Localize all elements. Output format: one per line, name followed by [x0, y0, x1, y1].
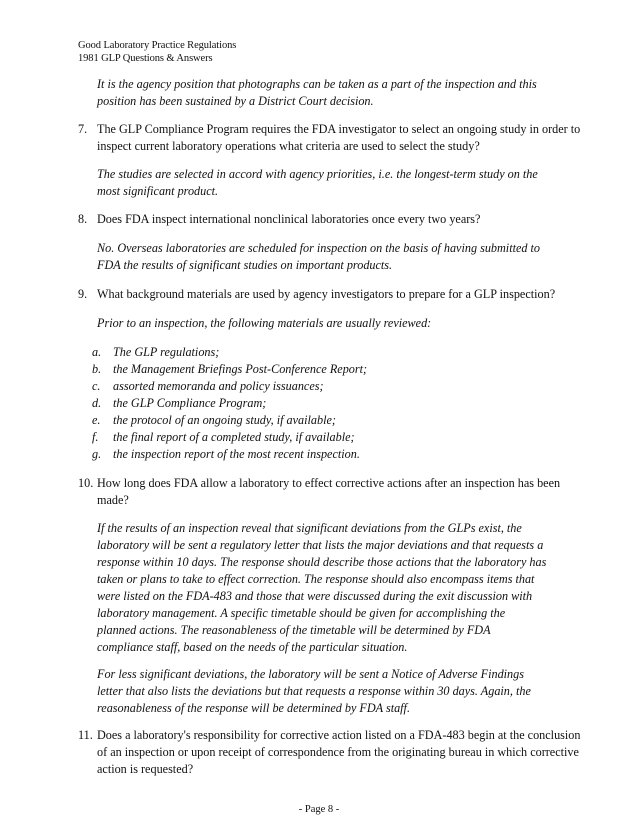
answer-line: FDA the results of significant studies on important products. [97, 258, 393, 272]
answer-line: laboratory will be sent a regulatory letter that lists the major deviations and that requests a [97, 538, 544, 552]
question-line: made? [97, 493, 129, 507]
answer-line: letter that also lists the deviations but that requests a response within 30 days. Again, the [97, 684, 531, 698]
question-number: 9. [78, 287, 88, 301]
question-line: Does a laboratory's responsibility for corrective action listed on a FDA-483 begin at the conclusion [97, 728, 581, 742]
list-item-letter: d. [92, 396, 102, 410]
answer-line: If the results of an inspection reveal that significant deviations from the GLPs exist, the [97, 521, 522, 535]
answer-line: Prior to an inspection, the following materials are usually reviewed: [97, 316, 432, 330]
answer-line: were listed on the FDA-483 and those that were discussed during the exit discussion with [97, 589, 533, 603]
list-item-letter: g. [92, 447, 102, 461]
answer-line: compliance staff, based on the needs of the particular situation. [97, 640, 408, 654]
list-item: the GLP Compliance Program; [113, 396, 267, 410]
question-line: How long does FDA allow a laboratory to effect corrective actions after an inspection has been [97, 476, 561, 490]
list-item: the Management Briefings Post-Conference Report; [113, 362, 368, 376]
list-item-letter: b. [92, 362, 102, 376]
question-line: of an inspection or upon receipt of correspondence from the originating bureau in which corrective [97, 745, 579, 759]
answer-line: position has been sustained by a District Court decision. [97, 94, 374, 108]
answer-line: most significant product. [97, 184, 219, 198]
answer-line: No. Overseas laboratories are scheduled for inspection on the basis of having submitted to [97, 241, 540, 255]
answer-line: The studies are selected in accord with agency priorities, i.e. the longest-term study on the [97, 167, 538, 181]
answer-line: It is the agency position that photographs can be taken as a part of the inspection and this [97, 77, 537, 91]
question-number: 10. [78, 476, 94, 490]
answer-line: planned actions. The reasonableness of the timetable will be determined by FDA [97, 623, 491, 637]
question-number: 11. [78, 728, 93, 742]
page-number: - Page 8 - [298, 804, 340, 815]
list-item: The GLP regulations; [113, 345, 220, 359]
question-number: 8. [78, 212, 88, 226]
header-title: Good Laboratory Practice Regulations [78, 40, 237, 51]
answer-line: For less significant deviations, the laboratory will be sent a Notice of Adverse Findings [97, 667, 524, 681]
question-line: action is requested? [97, 762, 194, 776]
list-item: the protocol of an ongoing study, if available; [113, 413, 336, 427]
question-line: Does FDA inspect international nonclinical laboratories once every two years? [97, 212, 481, 226]
answer-line: response within 10 days. The response should describe those actions that the laboratory has [97, 555, 547, 569]
list-item-letter: a. [92, 345, 102, 359]
list-item-letter: e. [92, 413, 101, 427]
list-item: the final report of a completed study, if available; [113, 430, 355, 444]
answer-line: reasonableness of the response will be determined by FDA staff. [97, 701, 410, 715]
question-number: 7. [78, 122, 88, 136]
list-item-letter: c. [92, 379, 101, 393]
question-line: inspect current laboratory operations what criteria are used to select the study? [97, 139, 480, 153]
question-line: The GLP Compliance Program requires the FDA investigator to select an ongoing study in order to [97, 122, 581, 136]
answer-line: laboratory management. A specific timetable should be given for accomplishing the [97, 606, 506, 620]
question-line: What background materials are used by agency investigators to prepare for a GLP inspection? [97, 287, 556, 301]
list-item: the inspection report of the most recent inspection. [113, 447, 360, 461]
list-item: assorted memoranda and policy issuances; [113, 379, 324, 393]
header-subtitle: 1981 GLP Questions & Answers [78, 53, 213, 64]
answer-line: taken or plans to take to effect correction. The response should also encompass items that [97, 572, 535, 586]
list-item-letter: f. [92, 430, 99, 444]
